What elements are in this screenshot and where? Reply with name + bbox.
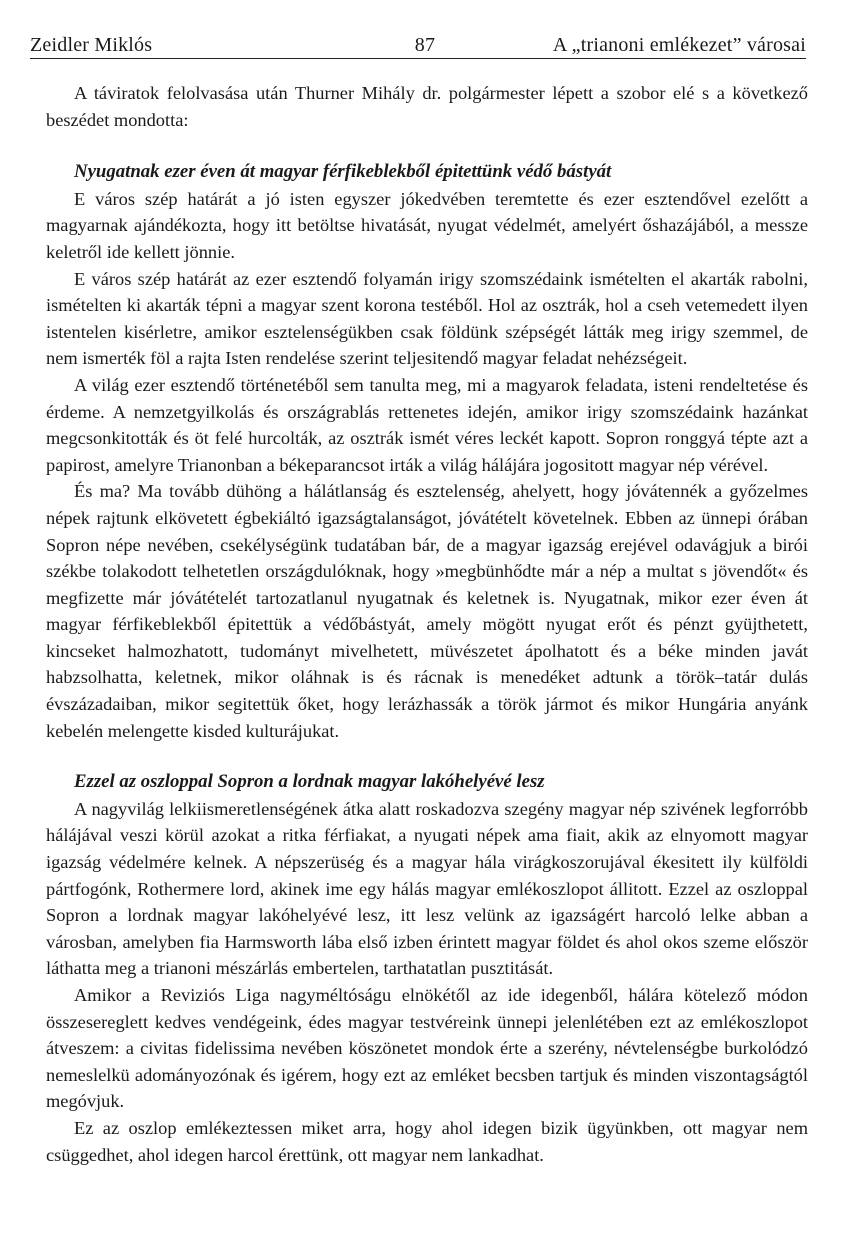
section1-paragraph-2: E város szép határát az ezer esztendő folyamán irigy szomszédaink ismételten el akarták rabolni, ismételten ki akarták tépni a magyar szent korona testéből. Hol az osztrák, hol a cseh vetemedett ilyen istentelen kisérletre, amikor esztelenségükben csak földünk szépségét látták meg irigy szemmel, de nem ismerték föl a rajta Isten rendelése szerint teljesitendő magyar feladat nehézségeit.	[46, 268, 808, 369]
running-header	[30, 30, 806, 58]
page-number: 87	[414, 34, 436, 56]
header-journal-title: A „trianoni emlékezet” városai	[552, 34, 806, 56]
section1-paragraph-3: A világ ezer esztendő történetéből sem tanulta meg, mi a magyarok feladata, isteni rendeltetése és érdeme. A nemzetgyilkolás és országrablás rettenetes idején, amikor irigy szomszédaink hazánkat megcsonkitották és öt felé hurcolták, az osztrák ismét véres leckét kapott. Sopron ronggyá tépte azt a papirost, amelyre Trianonban a békeparancsot irták a világ hálájára jogositott magyar nép vérével.	[46, 374, 808, 475]
section1-paragraph-1: E város szép határát a jó isten egyszer jókedvében teremtette és ezer esztendővel ezelőtt a magyarnak ajándékozta, hogy itt betöltse hivatását, nyugat védelmét, amelyért őshazájából, a messze keletről ide kellett jönnie.	[46, 188, 808, 262]
spacer	[46, 133, 808, 159]
intro-paragraph: A táviratok felolvasása után Thurner Mihály dr. polgármester lépett a szobor elé s a következő beszédet mondotta:	[46, 83, 808, 130]
spacer	[46, 744, 808, 769]
section1-paragraph-4: És ma? Ma tovább dühöng a hálátlanság és esztelenség, ahelyett, hogy jóvátennék a győzelmes népek rajtunk elkövetett égbekiáltó igazságtalanságot, jóvátételt követelnek. Ebben az ünnepi órában Sopron népe nevében, csekélységünk tudatában bár, de a magyar igazság erejével odavágjuk a birói székbe tolakodott telhetetlen országdulóknak, hogy »megbünhődte már a nép a multat s jövendőt« és megfizette már jóvátételét tartozatlanul nyugatnak és keletnek is. Nyugatnak, mikor ezer éven át magyar férfikeblekből épitettük a védőbástyát, amely mögött nyugat erőt és pénzt gyüjthetett, kincseket halmozhatott, tudományt mivelhetett, müvészetet ápolhatott és a béke minden javát habzsolhatta, keletnek, mikor oláhnak is és rácnak is menedéket adtunk a török–tatár dulás évszázadaiban, mikor segitettük őket, hogy lerázhassák a török jármot és mikor Hungária anyánk kebelén melengette kisded kulturájukat.	[46, 481, 808, 741]
section2-paragraph-2: Amikor a Reviziós Liga nagyméltóságu elnökétől az ide idegenből, hálára kötelező módon összesereglett kedves vendégeink, édes magyar testvéreink ünnepi jelenlétében ezt az emlékoszlopot átveszem: a civitas fidelissima nevében köszönetet mondok érte a szerény, névtelenségbe burkolódzó nemeslelkü adományozónak és igérem, hogy ezt az emléket becsben tartjuk és minden viszontagságtól megóvjuk.	[46, 985, 808, 1112]
section2-paragraph-1: A nagyvilág lelkiismeretlenségének átka alatt roskadozva szegény magyar nép szivének legforróbb hálájával veszi körül azokat a ritka férfiakat, a nyugati népek ama fiait, akik az elnyomott magyar igazság védelmére kelnek. A népszerüség és a magyar hála virágkoszorujával ékesitett ily külföldi pártfogónk, Rothermere lord, akinek ime egy hálás magyar emlékoszlopot állitott. Ezzel az oszloppal Sopron a lordnak magyar lakóhelyévé lesz, itt lesz velünk az igazságért harcoló lelke abban a városban, amelyben fia Harmsworth lába első izben érintett magyar földet és ahol okos szeme először láthatta meg a trianoni mészárlás embertelen, tarthatatlan pusztitását.	[46, 798, 808, 979]
section-heading-2: Ezzel az oszloppal Sopron a lordnak magyar lakóhelyévé lesz	[74, 771, 545, 793]
header-rule	[30, 58, 806, 59]
section2-paragraph-3: Ez az oszlop emlékeztessen miket arra, hogy ahol idegen bizik ügyünkben, ott magyar nem csüggedhet, ahol idegen harcol érettünk, ott magyar nem lankadhat.	[46, 1117, 808, 1165]
page-body	[46, 80, 808, 1168]
header-author: Zeidler Miklós	[30, 34, 153, 56]
section-heading-1: Nyugatnak ezer éven át magyar férfikeblekből épitettünk védő bástyát	[74, 161, 612, 183]
